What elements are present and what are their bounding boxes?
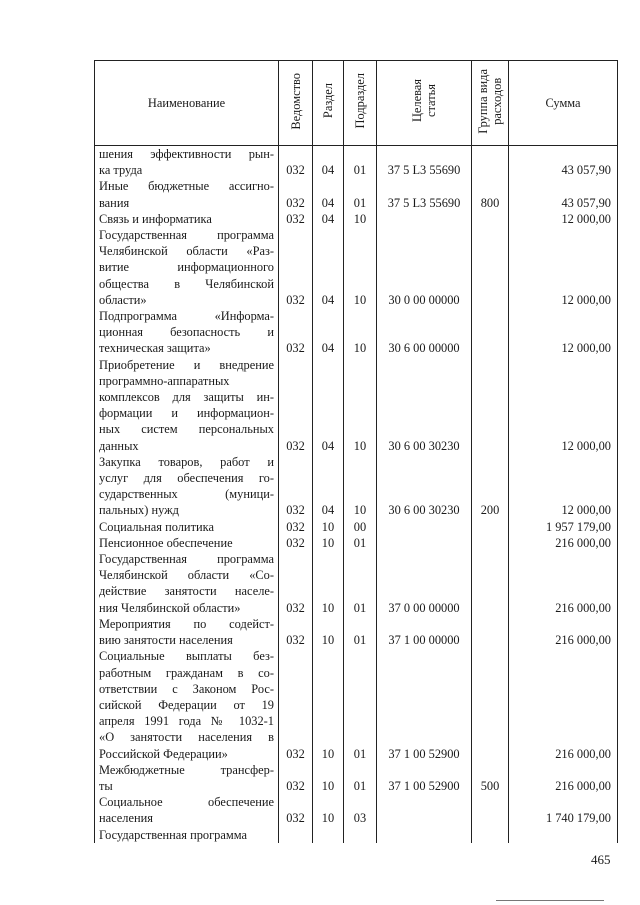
cell-grp [472,794,509,826]
cell-grp: 500 [472,762,509,794]
cell-name [95,762,279,794]
header-grp: Группа вида расходов [472,61,509,146]
table-row [95,146,618,179]
cell-razd [313,827,344,843]
cell-podr: 00 [344,519,377,535]
cell-ved: 032 [279,519,313,535]
name-line: услуг для обеспечения го- [99,471,274,486]
cell-razd: 04 [313,211,344,227]
budget-table [94,60,618,843]
cell-razd: 10 [313,519,344,535]
header-name: Наименование [95,61,279,146]
name-line: Межбюджетные трансфер- [99,762,274,777]
cell-name [95,357,279,454]
name-line: техническая защита» [99,341,211,356]
cell-sum: 12 000,00 [509,227,618,308]
cell-ved: 032 [279,146,313,179]
header-razd: Раздел [313,61,344,146]
cell-name [95,454,279,519]
name-line: ты [99,778,113,793]
cell-grp [472,648,509,761]
cell-podr: 01 [344,762,377,794]
cell-grp [472,551,509,616]
cell-podr: 10 [344,357,377,454]
header-podr: Подраздел [344,61,377,146]
cell-sum: 12 000,00 [509,308,618,357]
name-line: вания [99,195,130,210]
header-sum: Сумма [509,61,618,146]
cell-name [95,227,279,308]
cell-cel: 37 1 00 52900 [377,762,472,794]
cell-podr: 01 [344,616,377,648]
table-row [95,519,618,535]
name-line: Челябинской области «Со- [99,568,274,583]
cell-cel: 37 5 L3 55690 [377,178,472,210]
header-ved: Ведомство [279,61,313,146]
cell-cel: 30 6 00 30230 [377,454,472,519]
cell-name [95,827,279,843]
cell-sum: 216 000,00 [509,616,618,648]
name-line: Закупка товаров, работ и [99,454,274,469]
cell-ved: 032 [279,178,313,210]
cell-sum: 1 957 179,00 [509,519,618,535]
table-row [95,211,618,227]
name-line: Приобретение и внедрение [99,357,274,372]
cell-ved: 032 [279,794,313,826]
cell-name [95,146,279,179]
cell-grp [472,827,509,843]
cell-name [95,308,279,357]
cell-podr: 01 [344,535,377,551]
cell-podr: 10 [344,454,377,519]
table-row [95,648,618,761]
cell-razd: 04 [313,178,344,210]
cell-razd: 10 [313,762,344,794]
name-line: «О занятости населения в [99,730,274,745]
cell-podr: 01 [344,551,377,616]
header-cel: Целевая статья [377,61,472,146]
cell-ved: 032 [279,227,313,308]
cell-podr [344,827,377,843]
name-line: Челябинской области «Раз- [99,244,274,259]
cell-name [95,648,279,761]
cell-razd: 10 [313,616,344,648]
cell-razd: 04 [313,146,344,179]
cell-cel: 37 5 L3 55690 [377,146,472,179]
cell-cel [377,211,472,227]
name-line: ния Челябинской области» [99,600,241,615]
cell-grp [472,227,509,308]
name-line: ционная безопасность и [99,325,274,340]
footer-rule [496,900,604,901]
name-line: сийской Федерации от 19 [99,697,274,712]
table-body [95,146,618,843]
name-line: Связь и информатика [99,211,212,226]
table-row [95,535,618,551]
cell-name [95,535,279,551]
cell-cel: 37 0 00 00000 [377,551,472,616]
name-line: Социальные выплаты без- [99,649,274,664]
cell-ved: 032 [279,308,313,357]
cell-ved: 032 [279,616,313,648]
name-line: Мероприятия по содейст- [99,616,274,631]
name-line: шения эффективности рын- [99,147,274,161]
table-row [95,178,618,210]
cell-razd: 04 [313,454,344,519]
cell-cel: 37 1 00 00000 [377,616,472,648]
name-line: Социальная политика [99,519,214,534]
page-number: 465 [591,852,611,867]
name-line: ка труда [99,163,143,178]
cell-grp [472,519,509,535]
cell-sum: 216 000,00 [509,762,618,794]
name-line: Российской Федерации» [99,746,228,761]
name-line: витие информационного [99,260,274,275]
cell-cel [377,519,472,535]
name-line: Пенсионное обеспечение [99,535,233,550]
cell-cel: 30 6 00 30230 [377,357,472,454]
cell-name [95,616,279,648]
cell-name [95,519,279,535]
table-row [95,762,618,794]
cell-razd: 10 [313,794,344,826]
name-line: Государственная программа [99,552,274,567]
cell-ved [279,827,313,843]
cell-ved: 032 [279,648,313,761]
name-line: действие занятости населе- [99,584,274,599]
table-row [95,308,618,357]
cell-razd: 10 [313,535,344,551]
cell-cel: 30 6 00 00000 [377,308,472,357]
cell-razd: 04 [313,227,344,308]
table-row [95,454,618,519]
cell-grp [472,535,509,551]
cell-podr: 03 [344,794,377,826]
cell-ved: 032 [279,535,313,551]
cell-grp [472,616,509,648]
cell-name [95,794,279,826]
name-line: вию занятости населения [99,633,233,648]
cell-grp [472,308,509,357]
name-line: работным гражданам в со- [99,665,274,680]
name-line: населения [99,811,153,826]
cell-razd: 10 [313,648,344,761]
cell-ved: 032 [279,211,313,227]
table-row [95,227,618,308]
name-line: ответствии с Законом Рос- [99,681,274,696]
name-line: апреля 1991 года № 1032-1 [99,714,274,729]
name-line: данных [99,438,139,453]
cell-razd: 04 [313,357,344,454]
name-line: ных систем персональных [99,422,274,437]
cell-ved: 032 [279,551,313,616]
cell-name [95,211,279,227]
cell-grp [472,146,509,179]
cell-sum: 12 000,00 [509,211,618,227]
name-line: Социальное обеспечение [99,795,274,810]
cell-cel [377,827,472,843]
cell-grp [472,357,509,454]
name-line: формации и информацион- [99,406,274,421]
cell-podr: 10 [344,308,377,357]
cell-sum: 216 000,00 [509,551,618,616]
table-row [95,794,618,826]
cell-name [95,551,279,616]
cell-sum: 43 057,90 [509,146,618,179]
name-line: Государственная программа [99,827,247,842]
table-row [95,357,618,454]
cell-ved: 032 [279,762,313,794]
cell-podr: 10 [344,227,377,308]
name-line: Подпрограмма «Информа- [99,309,274,324]
cell-cel: 30 0 00 00000 [377,227,472,308]
table-row [95,616,618,648]
cell-sum [509,827,618,843]
cell-ved: 032 [279,357,313,454]
cell-ved: 032 [279,454,313,519]
name-line: Иные бюджетные ассигно- [99,179,274,194]
cell-cel [377,535,472,551]
name-line: комплексов для защиты ин- [99,390,274,405]
cell-podr: 01 [344,648,377,761]
cell-podr: 01 [344,146,377,179]
name-line: области» [99,292,147,307]
cell-razd: 10 [313,551,344,616]
cell-grp: 800 [472,178,509,210]
name-line: пальных) нужд [99,503,179,518]
cell-sum: 43 057,90 [509,178,618,210]
cell-cel: 37 1 00 52900 [377,648,472,761]
cell-podr: 10 [344,211,377,227]
cell-sum: 216 000,00 [509,648,618,761]
cell-sum: 216 000,00 [509,535,618,551]
cell-podr: 01 [344,178,377,210]
cell-sum: 12 000,00 [509,357,618,454]
name-line: общества в Челябинской [99,276,274,291]
cell-sum: 12 000,00 [509,454,618,519]
cell-grp: 200 [472,454,509,519]
name-line: программно-аппаратных [99,373,230,388]
name-line: сударственных (муници- [99,487,274,502]
name-line: Государственная программа [99,228,274,243]
cell-sum: 1 740 179,00 [509,794,618,826]
table-row [95,827,618,843]
table-row [95,551,618,616]
table-header [95,61,618,146]
cell-razd: 04 [313,308,344,357]
cell-name [95,178,279,210]
cell-cel [377,794,472,826]
cell-grp [472,211,509,227]
